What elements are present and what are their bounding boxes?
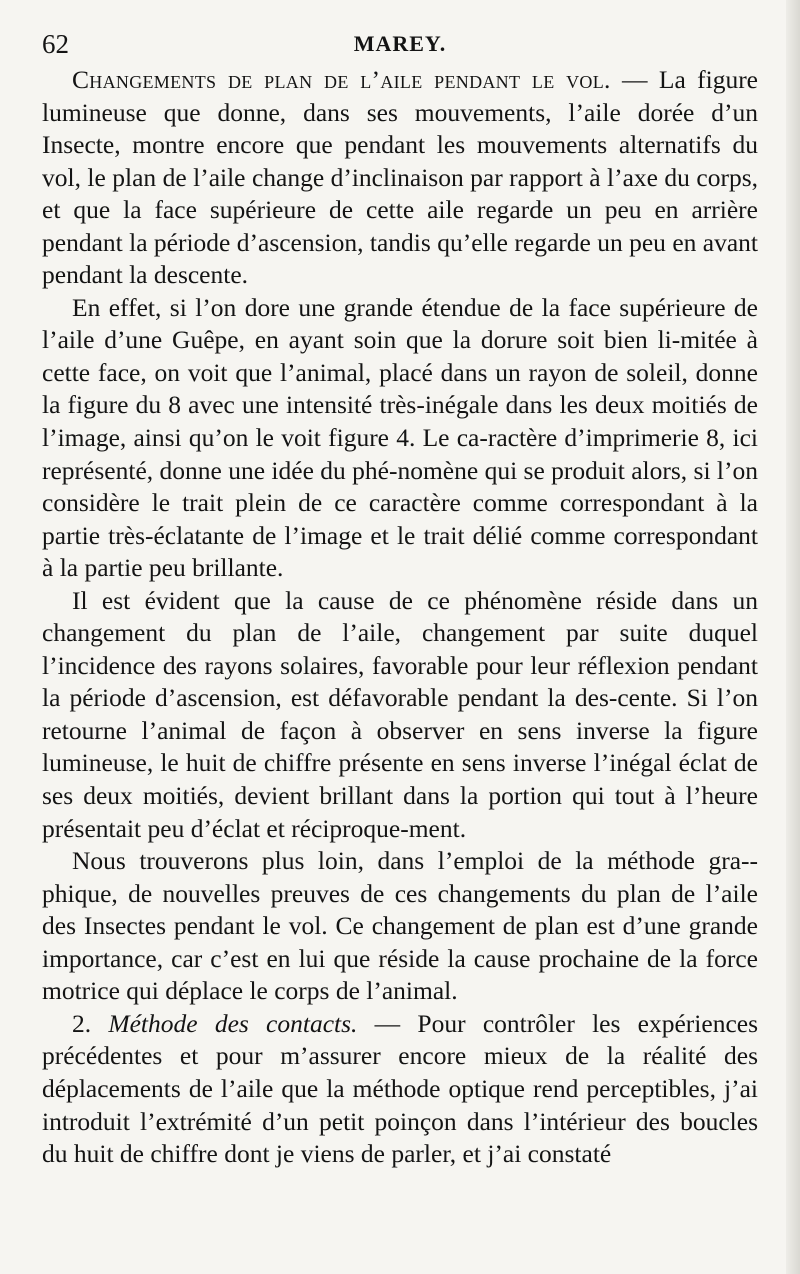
page-number: 62 <box>42 29 69 59</box>
paragraph-text: — La figure lumineuse que donne, dans ses mouvements, l’aile dorée d’un Insecte, montre encore que pendant les mouvements alternatifs du vol, le plan de l’aile change d’inclinaison par rapport à l’axe du corps, et que la face supérieure de cette aile regarde un peu en arrière pendant la période d’ascension, tandis qu’elle regarde un peu en avant pendant la descente. <box>42 65 759 290</box>
page-edge <box>786 0 800 1274</box>
running-head: MAREY. <box>353 31 447 56</box>
section-number: 2. <box>72 1008 92 1038</box>
paragraph <box>42 585 758 845</box>
paragraph <box>42 64 758 292</box>
paragraph-text: — Pour contrôler les expériences précédentes et pour m’assurer encore mieux de la réalité des déplacements de l’aile que la méthode optique rend perceptibles, j’ai introduit l’extrémité d’un petit poinçon dans l’intérieur des boucles du huit de chiffre dont je viens de parler, et j’ai constaté <box>42 1008 759 1169</box>
section-heading: Changements de plan de l’aile pendant le vol. <box>72 65 611 94</box>
paragraph-text: Il est évident que la cause de ce phénomène réside dans un changement du plan de l’aile, changement par suite duquel l’incidence des rayons solaires, favorable pour leur réflexion pendant la période d’ascension, est défavorable pendant la des-cente. Si l’on retourne l’animal de façon à observer en sens inverse la figure lumineuse, le huit de chiffre présente en sens inverse l’inégal éclat de ses deux moitiés, devient brillant dans la portion qui tout à l’heure présentait peu d’éclat et réciproque-ment. <box>42 585 758 843</box>
paragraph-text: En effet, si l’on dore une grande étendue de la face supérieure de l’aile d’une Guêpe, en ayant soin que la dorure soit bien li-mitée à cette face, on voit que l’animal, placé dans un rayon de soleil, donne la figure du 8 avec une intensité très-inégale dans les deux moitiés de l’image, ainsi qu’on le voit figure 4. Le ca-ractère d’imprimerie 8, ici représenté, donne une idée du phé-nomène qui se produit alors, si l’on considère le trait plein de ce caractère comme correspondant à la partie très-éclatante de l’image et le trait délié comme correspondant à la partie peu brillante. <box>42 292 758 583</box>
page-header <box>42 24 758 64</box>
paragraph <box>42 292 758 585</box>
body-text <box>42 64 758 1171</box>
paragraph-text: Nous trouverons plus loin, dans l’emploi de la méthode gra-phique, de nouvelles preuves de ces changements du plan de l’aile des Insectes pendant le vol. Ce changement de plan est d’une grande importance, car c’est en lui que réside la cause prochaine de la force motrice qui déplace le corps de l’animal. <box>42 846 758 1006</box>
section-heading: Méthode des contacts. <box>108 1008 358 1038</box>
paragraph <box>42 845 758 1008</box>
paragraph <box>42 1008 758 1171</box>
